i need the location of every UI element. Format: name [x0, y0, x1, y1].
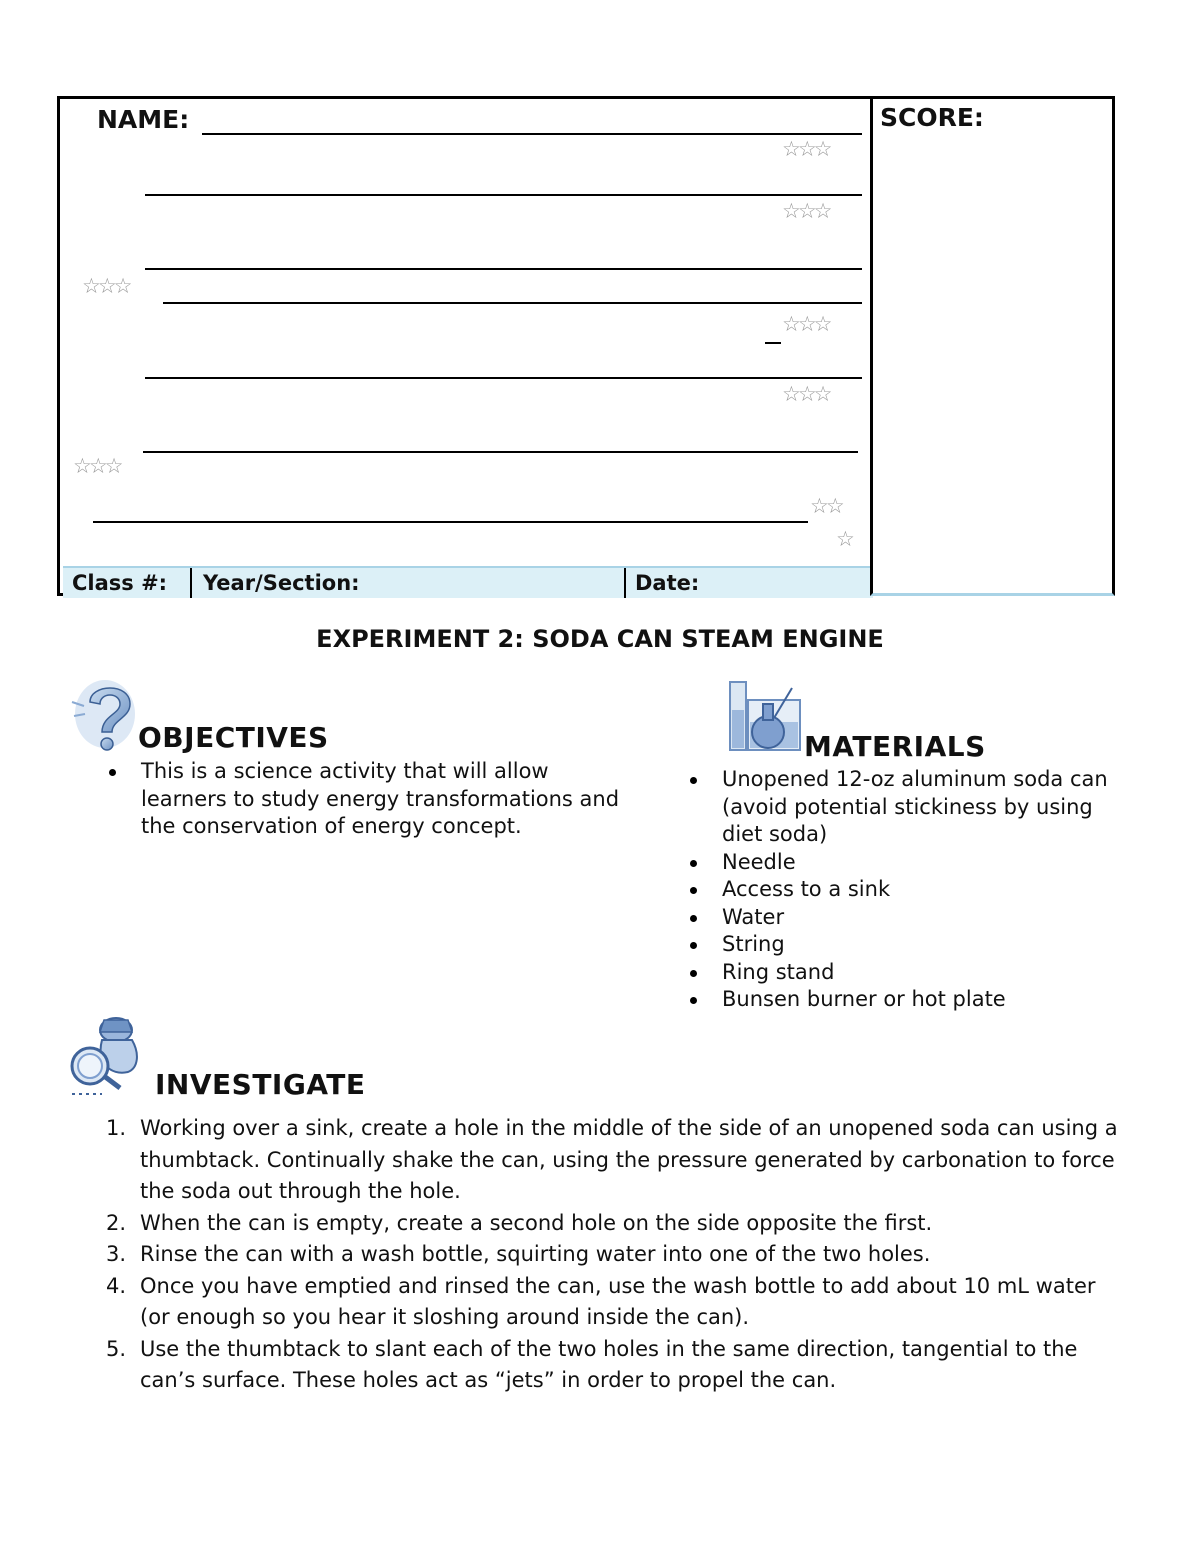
list-item: This is a science activity that will allow learners to study energy transformations and the conservation of energy concept.: [107, 758, 627, 841]
detective-magnifier-icon: [66, 1010, 160, 1096]
class-number-label: Class #:: [72, 571, 168, 595]
lab-beakers-icon: [726, 680, 804, 754]
star-rating-icon: ☆☆☆: [782, 137, 830, 161]
name-line-7[interactable]: [93, 521, 808, 523]
step-number: 2.: [106, 1210, 127, 1235]
list-item: [106, 1239, 1126, 1271]
star-rating-icon: ☆☆: [810, 494, 842, 518]
step-number: 1.: [106, 1116, 127, 1140]
star-rating-icon: ☆☆☆: [782, 382, 830, 406]
divider: [190, 568, 192, 598]
page-title: EXPERIMENT 2: SODA CAN STEAM ENGINE: [316, 625, 884, 653]
date-label: Date:: [635, 571, 700, 595]
investigate-heading: INVESTIGATE: [155, 1068, 366, 1101]
name-line-4[interactable]: [163, 302, 862, 304]
list-item: [106, 1208, 1126, 1240]
star-rating-icon: ☆☆☆: [782, 312, 830, 336]
year-section-label: Year/Section:: [203, 571, 360, 595]
name-line-2[interactable]: [145, 194, 862, 196]
star-rating-icon: ☆: [836, 527, 852, 551]
name-line-3[interactable]: [145, 268, 862, 270]
star-rating-icon: ☆☆☆: [73, 454, 121, 478]
step-text: When the can is empty, create a second hole on the side opposite the first.: [140, 1210, 933, 1235]
list-item: Needle: [688, 849, 1118, 877]
score-label: SCORE:: [880, 103, 984, 132]
list-item: Unopened 12-oz aluminum soda can (avoid potential stickiness by using diet soda): [688, 766, 1118, 849]
step-number: 5.: [106, 1336, 127, 1361]
step-text: Once you have emptied and rinsed the can, use the wash bottle to add about 10 mL water (or enough so you hear it sloshing around inside the can).: [140, 1273, 1096, 1329]
objectives-heading: OBJECTIVES: [138, 721, 329, 754]
list-item: Water: [688, 904, 1118, 932]
list-item: Access to a sink: [688, 876, 1118, 904]
materials-heading: MATERIALS: [804, 730, 986, 763]
list-item: Bunsen burner or hot plate: [688, 986, 1118, 1014]
list-item: [106, 1113, 1126, 1208]
step-text: Use the thumbtack to slant each of the two holes in the same direction, tangential to the can’s surface. These holes act as “jets” in order to propel the can.: [140, 1336, 1078, 1392]
list-item: Ring stand: [688, 959, 1118, 987]
materials-list: [688, 766, 1118, 1014]
list-item: String: [688, 931, 1118, 959]
name-line-fragment: [765, 342, 781, 344]
step-number: 3.: [106, 1242, 127, 1266]
list-item: [106, 1334, 1126, 1397]
star-rating-icon: ☆☆☆: [782, 199, 830, 223]
star-rating-icon: ☆☆☆: [82, 274, 130, 298]
divider: [624, 568, 626, 598]
objectives-list: [107, 758, 627, 841]
student-info-box: [57, 96, 1115, 596]
name-line-6[interactable]: [143, 451, 858, 453]
investigate-steps: [106, 1113, 1126, 1397]
name-label: NAME:: [97, 105, 190, 134]
class-info-bar: [63, 566, 873, 598]
step-number: 4.: [106, 1273, 127, 1298]
score-frame: [870, 96, 1115, 596]
name-line-5[interactable]: [145, 377, 862, 379]
step-text: Rinse the can with a wash bottle, squirting water into one of the two holes.: [140, 1242, 931, 1266]
name-frame: [57, 96, 873, 596]
question-mark-icon: [68, 676, 143, 752]
list-item: [106, 1271, 1126, 1334]
step-text: Working over a sink, create a hole in the middle of the side of an unopened soda can using a thumbtack. Continually shake the can, using the pressure generated by carbonation to force the soda out through the hole.: [140, 1116, 1118, 1203]
name-line-1[interactable]: [202, 133, 862, 135]
